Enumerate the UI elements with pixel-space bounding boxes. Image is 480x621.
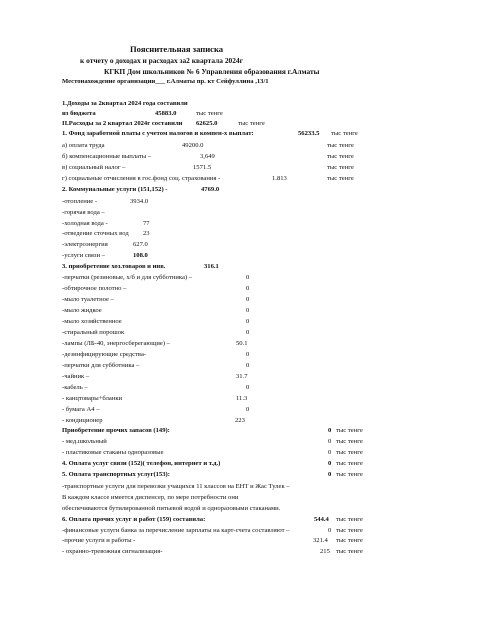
income-label: из бюджета (62, 110, 96, 117)
s1-row-unit: тыс тенге (327, 175, 354, 182)
other-supplies-total: 0 (328, 427, 332, 434)
income-unit: тыс тенге (196, 110, 223, 117)
expenses-unit: тыс тенге (238, 120, 265, 127)
s3-row-value: 0 (246, 362, 250, 369)
expenses-value: 62625.0 (196, 120, 218, 127)
s2-row-value: 627.0 (133, 241, 148, 248)
s6-row-label: - охранно-тревожная сигнализация- (62, 548, 163, 555)
s3-row-label: -кабель – (62, 384, 88, 391)
organization-location: Местонахождение организации___ г.Алматы пр. кт Сейфуллина ,13/1 (62, 78, 269, 85)
s6-row-unit: тыс тенге (336, 548, 363, 555)
doc-subtitle: к отчету о доходах и расходах за2 квартала 2024г (80, 56, 243, 65)
s6-row-label: -прочие услуги и работы - (62, 537, 136, 544)
s1-row-value: 1571.5 (193, 164, 212, 171)
organization-name: КГКП Дом школьников № 6 Управления образования г.Алматы (104, 67, 320, 76)
other-row-value: 0 (328, 438, 332, 445)
s2-row-label: -холодная вода - (62, 220, 108, 227)
s3-row-value: 31.7 (236, 373, 248, 380)
income-value: 45883.0 (155, 110, 177, 117)
s1-row-value: 1.813 (272, 175, 287, 182)
s2-row-label: -отопление - (62, 198, 98, 205)
s3-row-label: - канцтовары+бланки (62, 395, 123, 402)
s1-row-label: г) социальные отчисления в гос.фонд соц. страхования - (62, 175, 221, 182)
s2-row-label: -электроэнергия (62, 241, 108, 248)
section-4-value: 0 (328, 460, 332, 467)
section-5-text: обеспечиваются бутилированной питьевой водой и одноразовыми стаканами. (62, 505, 281, 512)
section-1-unit: тыс тенге (331, 130, 358, 137)
s3-row-value: 50.1 (236, 340, 248, 347)
section-5-unit: тыс тенге (336, 471, 363, 478)
s2-row-label: -отведение сточных вод (62, 230, 129, 237)
s6-row-value: 0 (328, 527, 332, 534)
s1-row-value: 3,649 (200, 153, 215, 160)
s3-row-label: -стиральный порошок (62, 329, 125, 336)
s3-row-label: -перчатки для субботника – (62, 362, 140, 369)
s3-row-label: -дезинфицирующие средства- (62, 351, 147, 358)
section-4-heading: 4. Оплата услуг связи (152)( телефон, интернет и т.д.) (62, 460, 221, 467)
s2-row-label: -горячая вода – (62, 209, 105, 216)
s6-row-value: 321.4 (313, 537, 328, 544)
s3-row-value: 0 (246, 384, 250, 391)
s3-row-label: -мыло жидкое (62, 307, 102, 314)
section-6-value: 544.4 (314, 516, 329, 523)
s3-row-label: - кондиционер (62, 417, 103, 424)
s1-row-unit: тыс тенге (327, 142, 354, 149)
section-2-total: 4769.0 (201, 186, 220, 193)
other-row-unit: тыс тенге (336, 438, 363, 445)
other-supplies-heading: Приобретение прочих запасов (149): (62, 427, 170, 434)
section-5-text: В каждом классе имеется диспенсер, по мере потребности они (62, 494, 239, 501)
section-6-heading: 6. Оплата прочих услуг и работ (159) составила: (62, 516, 206, 523)
s3-row-value: 11.3 (236, 395, 248, 402)
s3-row-label: -мыло хозяйственное (62, 318, 122, 325)
s1-row-value: 49200.0 (182, 142, 204, 149)
s3-row-value: 0 (246, 318, 250, 325)
s3-row-label: -обтирочное полотно – (62, 285, 127, 292)
s2-row-value: 23 (143, 230, 150, 237)
s3-row-value: 0 (246, 406, 250, 413)
other-row-value: 0 (328, 449, 332, 456)
s1-row-label: а) оплата труда (62, 142, 105, 149)
section-6-unit: тыс тенге (336, 516, 363, 523)
income-heading: 1.Доходы за 2квартал 2024 года составили (62, 100, 188, 107)
section-3-total: 316.1 (204, 263, 219, 270)
s3-row-label: -перчатки (резиновые, х/б и для субботника) – (62, 274, 193, 281)
s3-row-value: 0 (246, 351, 250, 358)
s3-row-label: - бумага А4 – (62, 406, 100, 413)
expenses-heading: II.Расходы за 2 квартал 2024г составили (62, 120, 183, 127)
doc-title: Пояснительная записка (130, 44, 224, 54)
s2-row-value: 108.0 (133, 252, 148, 259)
other-supplies-unit: тыс тенге (336, 427, 363, 434)
s3-row-label: -чайник – (62, 373, 90, 380)
s1-row-label: в) социальный налог – (62, 164, 126, 171)
s3-row-value: 0 (246, 285, 250, 292)
section-1-heading: 1. Фонд заработной платы с учетом налогов и компен-х выплат: (62, 130, 254, 137)
s6-row-unit: тыс тенге (336, 527, 363, 534)
s1-row-unit: тыс тенге (327, 164, 354, 171)
other-row-label: - пластиковые стаканы одноразовые (62, 449, 164, 456)
s3-row-value: 223 (235, 417, 245, 424)
section-4-unit: тыс тенге (336, 460, 363, 467)
section-5-value: 0 (328, 471, 332, 478)
s1-row-label: б) компенсационные выплаты – (62, 153, 152, 160)
s3-row-label: -мыло туалетное – (62, 296, 114, 303)
s3-row-label: -лампы (ЛБ-40, энергосберегающие) – (62, 340, 170, 347)
section-1-total: 56233.5 (298, 130, 320, 137)
s2-row-value: 77 (143, 220, 150, 227)
s2-row-value: 3934.0 (130, 198, 149, 205)
s2-row-label: -услуги связи – (62, 252, 105, 259)
s6-row-value: 215 (320, 548, 330, 555)
section-5-heading: 5. Оплата транспортных услуг(153): (62, 471, 170, 478)
other-row-unit: тыс тенге (336, 449, 363, 456)
s3-row-value: 0 (246, 296, 250, 303)
s3-row-value: 0 (246, 274, 250, 281)
section-2-heading: 2. Коммунальные услуги (151,152) - (62, 186, 168, 193)
s3-row-value: 0 (246, 329, 250, 336)
other-row-label: - мед.школьный (62, 438, 107, 445)
s6-row-unit: тыс тенге (336, 537, 363, 544)
section-3-heading: 3. приобретение хоз.товаров и инв. (62, 263, 166, 270)
section-5-text: -транспортные услуги для перевозки учащихся 11 классов на ЕНТ и Жас Тулек – (62, 483, 290, 490)
s3-row-value: 0 (246, 307, 250, 314)
s1-row-unit: тыс тенге (327, 153, 354, 160)
s6-row-label: -финансовые услуги банка за перечисление зарплаты на карт-счета составляют – (62, 527, 290, 534)
